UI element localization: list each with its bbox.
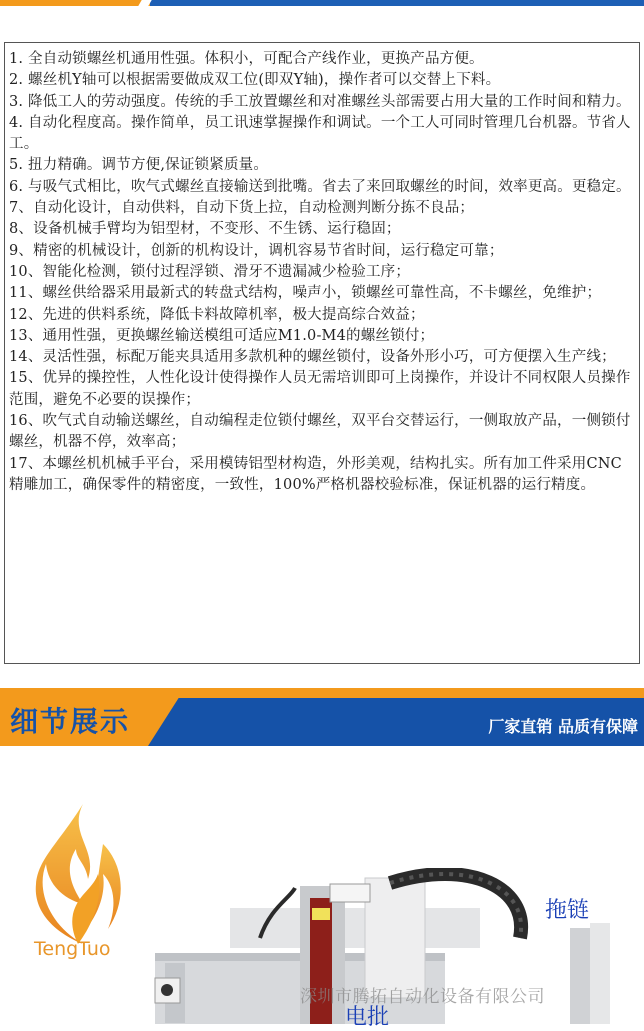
top-blue-strip	[150, 0, 644, 6]
feature-item: 10、智能化检测，锁付过程浮锁、滑牙不遗漏减少检验工序；	[9, 263, 411, 280]
feature-item: 14、灵活性强，标配万能夹具适用多款机种的螺丝锁付，设备外形小巧，可方便摆入生产线；	[9, 349, 616, 366]
feature-item: 7、自动化设计，自动供料，自动下货上拉，自动检测判断分拣不良品；	[9, 200, 475, 217]
banner-tagline: 厂家直销 品质有保障	[488, 717, 638, 736]
feature-item: 1. 全自动锁螺丝机通用性强。体积小，可配合产线作业，更换产品方便。	[9, 51, 484, 67]
feature-item: 16、吹气式自动输送螺丝，自动编程走位锁付螺丝，双平台交替运行，一侧取放产品，一侧锁付螺丝，机器不停，效率高；	[9, 413, 631, 451]
feature-item: 4. 自动化程度高。操作简单，员工讯速掌握操作和调试。一个工人可同时管理几台机器。节省人工。	[9, 114, 631, 153]
top-decor-bar	[0, 0, 644, 12]
features-box	[4, 42, 640, 664]
top-orange-strip	[0, 0, 150, 6]
feature-item: 5. 扭力精确。调节方便,保证锁紧质量。	[9, 157, 269, 174]
feature-item: 15、优异的操控性，人性化设计使得操作人员无需培训即可上岗操作，并设计不同权限人员操作范围，避免不必要的误操作；	[9, 370, 631, 408]
label-screwdriver: 电批	[345, 1005, 390, 1030]
company-watermark: 深圳市腾拓自动化设备有限公司	[300, 987, 545, 1007]
features-list	[5, 43, 639, 496]
banner-title: 细节展示	[10, 705, 131, 738]
detail-banner	[0, 688, 644, 746]
feature-item: 3. 降低工人的劳动强度。传统的手工放置螺丝和对准螺丝头部需要占用大量的工作时间和精力。	[9, 93, 631, 110]
feature-item: 9、精密的机械设计，创新的机构设计，调机容易节省时间，运行稳定可靠；	[9, 242, 504, 259]
feature-item: 17、本螺丝机机械手平台，采用模铸铝型材构造，外形美观，结构扎实。所有加工件采用CNC精雕加工，确保零件的精密度，一致性，100%严格机器校验标准，保证机器的运行精度。	[9, 455, 622, 493]
feature-item: 2. 螺丝机Y轴可以根据需要做成双工位(即双Y轴)，操作者可以交替上下料。	[9, 72, 501, 89]
feature-item: 11、螺丝供给器采用最新式的转盘式结构，噪声小，锁螺丝可靠性高，不卡螺丝，免维护；	[9, 285, 602, 302]
logo-text: TengTuo	[34, 938, 111, 960]
feature-item: 6. 与吸气式相比，吹气式螺丝直接输送到批嘴。省去了来回取螺丝的时间，效率更高。更稳定。	[9, 178, 631, 195]
feature-item: 8、设备机械手臂均为铝型材，不变形、不生锈、运行稳固；	[9, 221, 401, 238]
feature-item: 13、通用性强，更换螺丝输送模组可适应M1.0-M4的螺丝锁付；	[9, 327, 435, 344]
feature-item: 12、先进的供料系统，降低卡料故障机率，极大提高综合效益；	[9, 306, 425, 323]
label-drag-chain: 拖链	[545, 898, 590, 923]
